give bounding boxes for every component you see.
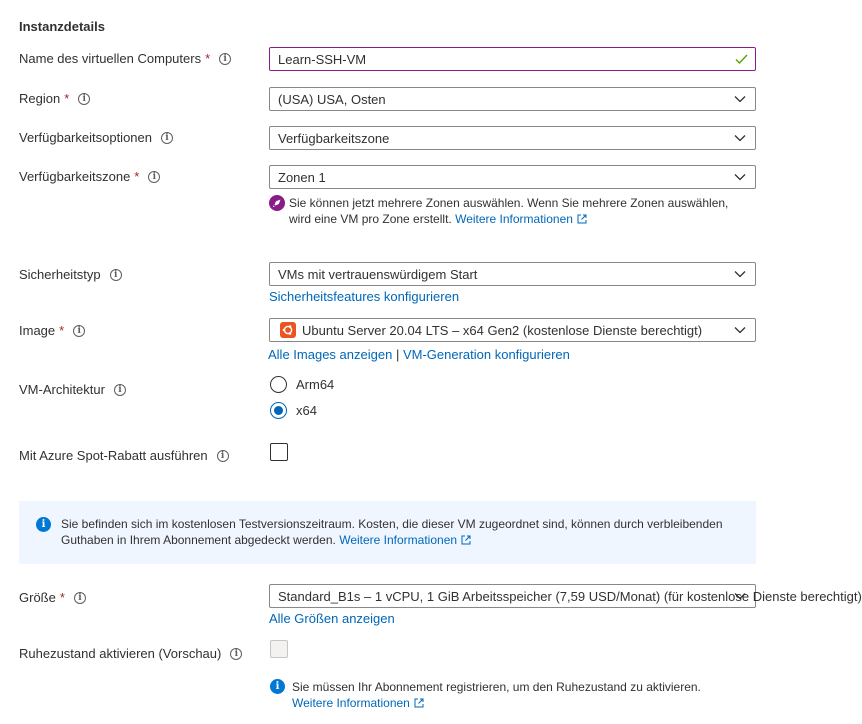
required-asterisk: *	[205, 51, 211, 66]
info-icon[interactable]: i	[230, 648, 242, 660]
chevron-down-icon	[734, 173, 746, 181]
vm-name-label: Name des virtuellen Computers * i	[19, 51, 231, 66]
architecture-label: VM-Architektur i	[19, 382, 126, 397]
ubuntu-logo-icon	[280, 322, 296, 338]
info-icon[interactable]: i	[217, 450, 229, 462]
spot-label: Mit Azure Spot-Rabatt ausführen i	[19, 448, 229, 463]
info-icon[interactable]: i	[78, 93, 90, 105]
radio-button-selected[interactable]	[270, 402, 287, 419]
trial-info-text: Sie befinden sich im kostenlosen Testversionszeitraum. Kosten, die dieser VM zugeordnet sind, können durch verbleibenden Guthaben in Ihrem Abonnement abgedeckt werden. Weitere Informationen	[61, 517, 723, 547]
radio-x64[interactable]: x64	[270, 402, 317, 419]
required-asterisk: *	[64, 91, 70, 106]
info-icon[interactable]: i	[114, 384, 126, 396]
configure-security-features-link[interactable]: Sicherheitsfeatures konfigurieren	[269, 289, 460, 304]
external-link-icon	[414, 698, 424, 708]
security-type-label: Sicherheitstyp i	[19, 267, 122, 282]
size-label: Größe * i	[19, 590, 86, 605]
info-icon[interactable]: i	[110, 269, 122, 281]
availability-zone-label: Verfügbarkeitszone * i	[19, 169, 160, 184]
external-link-icon	[461, 535, 471, 545]
chevron-down-icon	[734, 326, 746, 334]
availability-options-dropdown[interactable]: Verfügbarkeitszone	[269, 126, 756, 150]
hibernate-label: Ruhezustand aktivieren (Vorschau) i	[19, 646, 242, 661]
required-asterisk: *	[134, 169, 140, 184]
learn-more-link[interactable]: Weitere Informationen	[292, 696, 410, 710]
info-icon[interactable]: i	[74, 592, 86, 604]
image-links: Alle Images anzeigen | VM-Generation konfigurieren	[268, 347, 570, 362]
info-icon[interactable]: i	[73, 325, 85, 337]
all-sizes-link[interactable]: Alle Größen anzeigen	[269, 611, 395, 626]
spot-checkbox[interactable]	[270, 443, 288, 461]
availability-options-label: Verfügbarkeitsoptionen i	[19, 130, 173, 145]
image-label: Image * i	[19, 323, 85, 338]
all-images-link[interactable]: Alle Images anzeigen	[268, 347, 393, 362]
availability-zone-dropdown[interactable]: Zonen 1	[269, 165, 756, 189]
security-type-dropdown[interactable]: VMs mit vertrauenswürdigem Start	[269, 262, 756, 286]
chevron-down-icon	[734, 95, 746, 103]
image-dropdown[interactable]: Ubuntu Server 20.04 LTS – x64 Gen2 (kostenlose Dienste berechtigt)	[269, 318, 756, 342]
info-circle-icon: i	[270, 679, 285, 694]
hibernate-checkbox[interactable]	[270, 640, 288, 658]
required-asterisk: *	[59, 323, 65, 338]
required-asterisk: *	[59, 590, 65, 605]
info-icon[interactable]: i	[148, 171, 160, 183]
section-title: Instanzdetails	[19, 19, 105, 34]
availability-zone-note: Sie können jetzt mehrere Zonen auswählen. Wenn Sie mehrere Zonen auswählen, wird eine VM pro Zone erstellt. Weitere Informationen	[289, 196, 729, 226]
configure-vm-generation-link[interactable]: VM-Generation konfigurieren	[402, 347, 570, 362]
chevron-down-icon	[734, 270, 746, 278]
region-dropdown[interactable]: (USA) USA, Osten	[269, 87, 756, 111]
info-icon[interactable]: i	[219, 53, 231, 65]
radio-button[interactable]	[270, 376, 287, 393]
size-dropdown[interactable]: Standard_B1s – 1 vCPU, 1 GiB Arbeitsspeicher (7,59 USD/Monat) (für kostenlose Dienste berechtigt)	[269, 584, 756, 608]
hibernate-note: Sie müssen Ihr Abonnement registrieren, um den Ruhezustand zu aktivieren. Weitere Informationen	[292, 680, 701, 710]
check-icon	[735, 53, 748, 65]
vm-name-input[interactable]: Learn-SSH-VM	[269, 47, 756, 71]
rocket-icon	[269, 195, 285, 211]
info-circle-icon: i	[36, 517, 51, 532]
radio-arm64[interactable]: Arm64	[270, 376, 334, 393]
external-link-icon	[577, 214, 587, 224]
region-label: Region * i	[19, 91, 90, 106]
info-icon[interactable]: i	[161, 132, 173, 144]
chevron-down-icon	[734, 134, 746, 142]
learn-more-link[interactable]: Weitere Informationen	[339, 533, 458, 547]
learn-more-link[interactable]: Weitere Informationen	[455, 212, 573, 226]
chevron-down-icon	[734, 592, 746, 600]
